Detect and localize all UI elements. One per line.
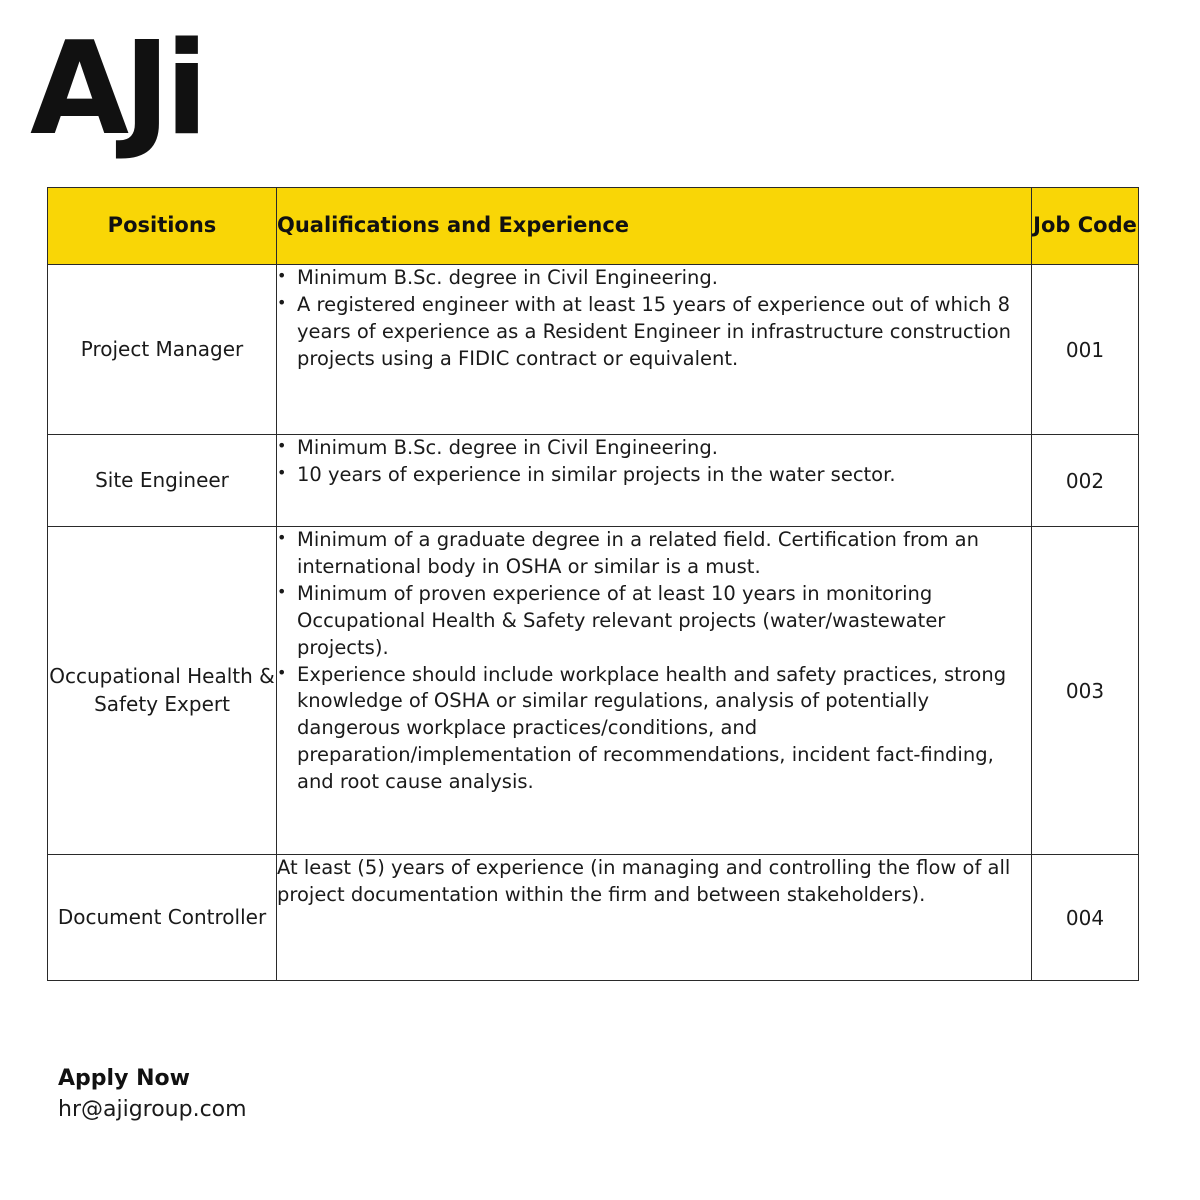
- position-cell: Project Manager: [48, 265, 277, 435]
- apply-section: [58, 1064, 247, 1126]
- qualifications-list: [277, 527, 1031, 796]
- qualifications-cell: [277, 265, 1032, 435]
- qualifications-cell: [277, 435, 1032, 527]
- qualifications-list: [277, 265, 1031, 373]
- header-qualifications: Qualifications and Experience: [277, 188, 1032, 265]
- qualification-item: • A registered engineer with at least 15 years of experience out of which 8 years of experience as a Resident Engineer in infrastructure construction projects using a FIDIC contract or equivalent.: [277, 292, 1031, 373]
- job-code-cell: 004: [1032, 855, 1139, 981]
- header-job-code: Job Code: [1032, 188, 1139, 265]
- position-cell: Document Controller: [48, 855, 277, 981]
- qualifications-cell: [277, 855, 1032, 981]
- qualification-text: At least (5) years of experience (in managing and controlling the flow of all project documentation within the firm and between stakeholders).: [277, 856, 1011, 906]
- qualification-item: • Minimum of proven experience of at least 10 years in monitoring Occupational Health & Safety relevant projects (water/wastewater projects).: [277, 581, 1031, 662]
- position-cell: Occupational Health & Safety Expert: [48, 527, 277, 855]
- table-header-row: [48, 188, 1139, 265]
- qualification-item: • Experience should include workplace health and safety practices, strong knowledge of OSHA or similar regulations, analysis of potentially dangerous workplace practices/conditions, and preparation/implementation of recommendations, incident fact-finding, and root cause analysis.: [277, 662, 1031, 797]
- table-row: [48, 527, 1139, 855]
- qualifications-list: [277, 435, 1031, 489]
- apply-email: hr@ajigroup.com: [58, 1096, 247, 1122]
- qualification-item: • 10 years of experience in similar projects in the water sector.: [277, 462, 1031, 489]
- position-cell: Site Engineer: [48, 435, 277, 527]
- qualification-item: • Minimum B.Sc. degree in Civil Engineering.: [277, 265, 1031, 292]
- header-positions: Positions: [48, 188, 277, 265]
- table-row: [48, 435, 1139, 527]
- apply-now-heading: Apply Now: [58, 1066, 190, 1091]
- qualification-item: • Minimum B.Sc. degree in Civil Engineering.: [277, 435, 1031, 462]
- job-code-cell: 002: [1032, 435, 1139, 527]
- table-row: [48, 855, 1139, 981]
- qualification-item: • Minimum of a graduate degree in a related field. Certification from an international body in OSHA or similar is a must.: [277, 527, 1031, 581]
- logo: AJi: [30, 15, 203, 164]
- jobs-table: [47, 187, 1139, 981]
- qualifications-cell: [277, 527, 1032, 855]
- job-code-cell: 003: [1032, 527, 1139, 855]
- job-code-cell: 001: [1032, 265, 1139, 435]
- table-row: [48, 265, 1139, 435]
